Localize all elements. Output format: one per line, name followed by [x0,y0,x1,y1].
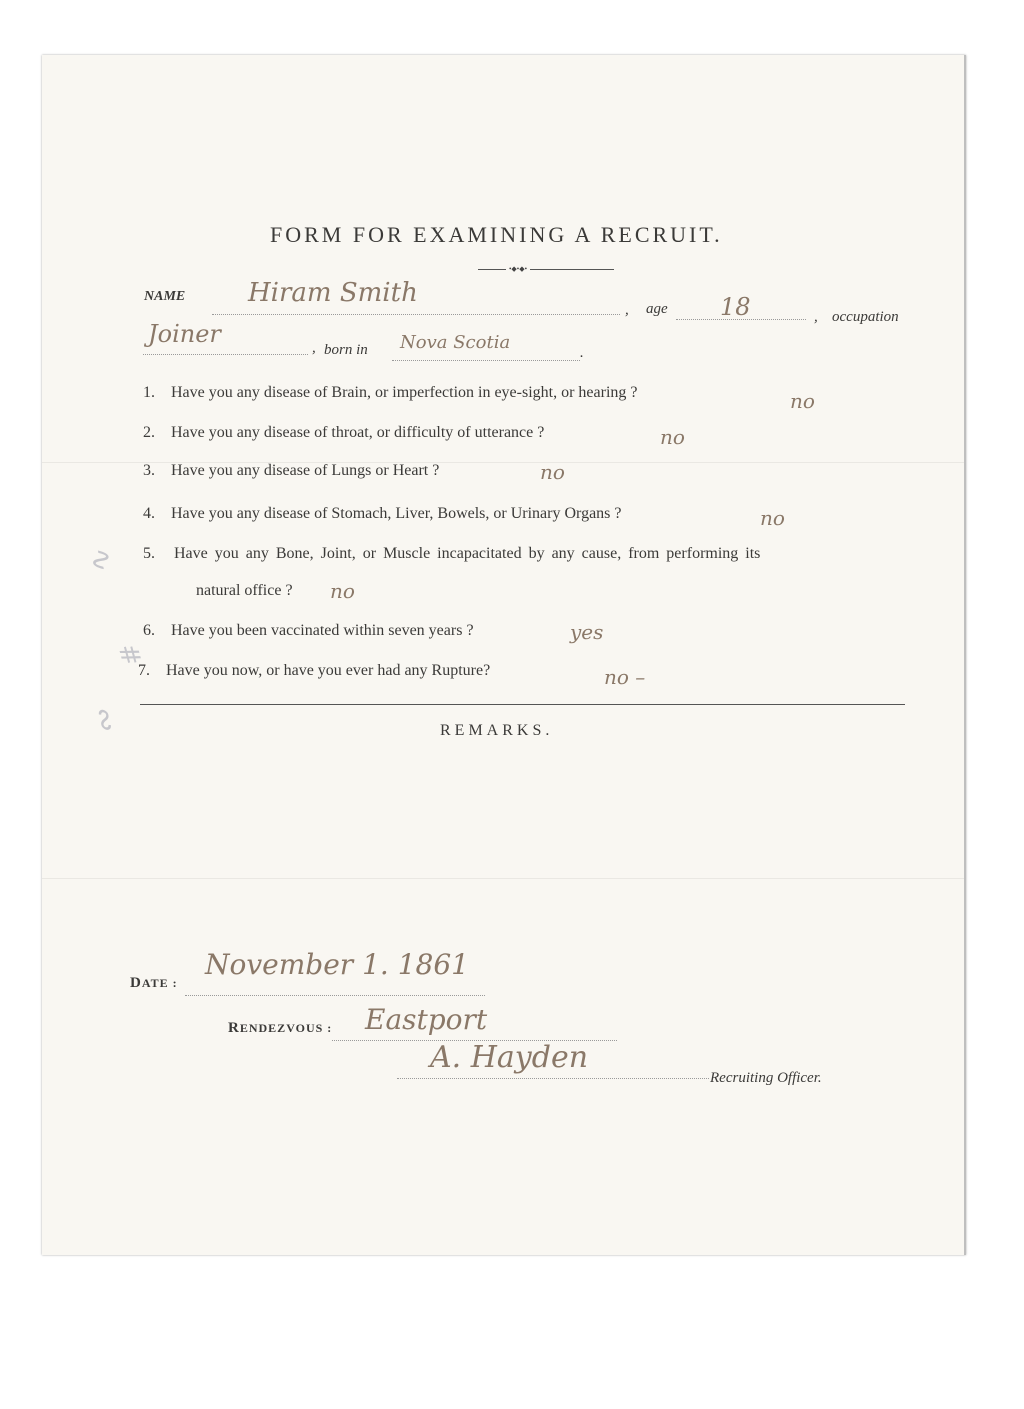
form-title: FORM FOR EXAMINING A RECRUIT. [270,222,723,247]
name-value: Hiram Smith [248,278,418,308]
question-1 [143,384,638,402]
title-ornament: •◆•◆• [478,269,614,273]
occupation-label: occupation [832,309,899,325]
question-5 [143,545,760,563]
question-5-continued: natural office ? [196,582,293,599]
born-field-line [392,360,580,361]
question-number: 5. [143,545,155,562]
question-6 [143,622,474,640]
name-field-line [212,314,620,315]
answer-4: no [760,506,785,530]
officer-label: Recruiting Officer. [710,1070,822,1086]
age-label: age [646,301,668,317]
question-text: Have you any Bone, Joint, or Muscle incapacitated by any cause, from performing its [174,545,761,562]
answer-2: no [660,425,685,449]
question-number: 2. [143,424,155,441]
rendezvous-label: RENDEZVOUS : [228,1020,333,1036]
born-value: Nova Scotia [400,332,511,353]
question-2 [143,424,544,442]
question-number: 4. [143,505,155,522]
question-number: 7. [138,662,150,679]
section-divider [140,704,905,705]
answer-7: no – [604,665,646,689]
question-number: 3. [143,462,155,479]
margin-pencil-mark: ∿ [81,542,120,573]
rendezvous-value: Eastport [365,1003,488,1036]
occupation-value: Joiner [148,320,221,348]
answer-5: no [330,579,355,603]
paper-fold-line [42,878,964,879]
question-number: 6. [143,622,155,639]
answer-6: yes [570,620,604,644]
answer-1: no [790,389,815,413]
question-4 [143,505,622,523]
question-text: Have you been vaccinated within seven years ? [171,622,474,639]
question-text: Have you any disease of throat, or difficulty of utterance ? [171,424,545,441]
margin-pencil-mark: ∾ [85,702,124,733]
occupation-label-comma: , [814,309,818,325]
remarks-heading: REMARKS. [440,722,554,739]
date-field-line [185,995,485,996]
born-period: . [580,345,584,361]
officer-signature: A. Hayden [430,1040,589,1075]
age-label-comma: , [625,302,629,318]
question-text: Have you any disease of Brain, or imperfection in eye-sight, or hearing ? [171,384,638,401]
question-number: 1. [143,384,155,401]
question-text: Have you now, or have you ever had any Rupture? [166,662,491,679]
question-3 [143,462,439,480]
date-label: DATE : [130,975,178,991]
answer-3: no [540,460,565,484]
question-text: Have you any disease of Lungs or Heart ? [171,462,440,479]
question-text: Have you any disease of Stomach, Liver, Bowels, or Urinary Organs ? [171,505,622,522]
occupation-field-line [143,354,308,355]
officer-signature-line [397,1078,709,1079]
date-value: November 1. 1861 [205,948,469,981]
born-label-comma: , [312,340,316,356]
age-value: 18 [720,293,751,321]
name-label: NAME [144,289,186,304]
born-label: born in [324,342,368,358]
question-7 [138,662,490,680]
margin-pencil-number: # [111,640,147,670]
